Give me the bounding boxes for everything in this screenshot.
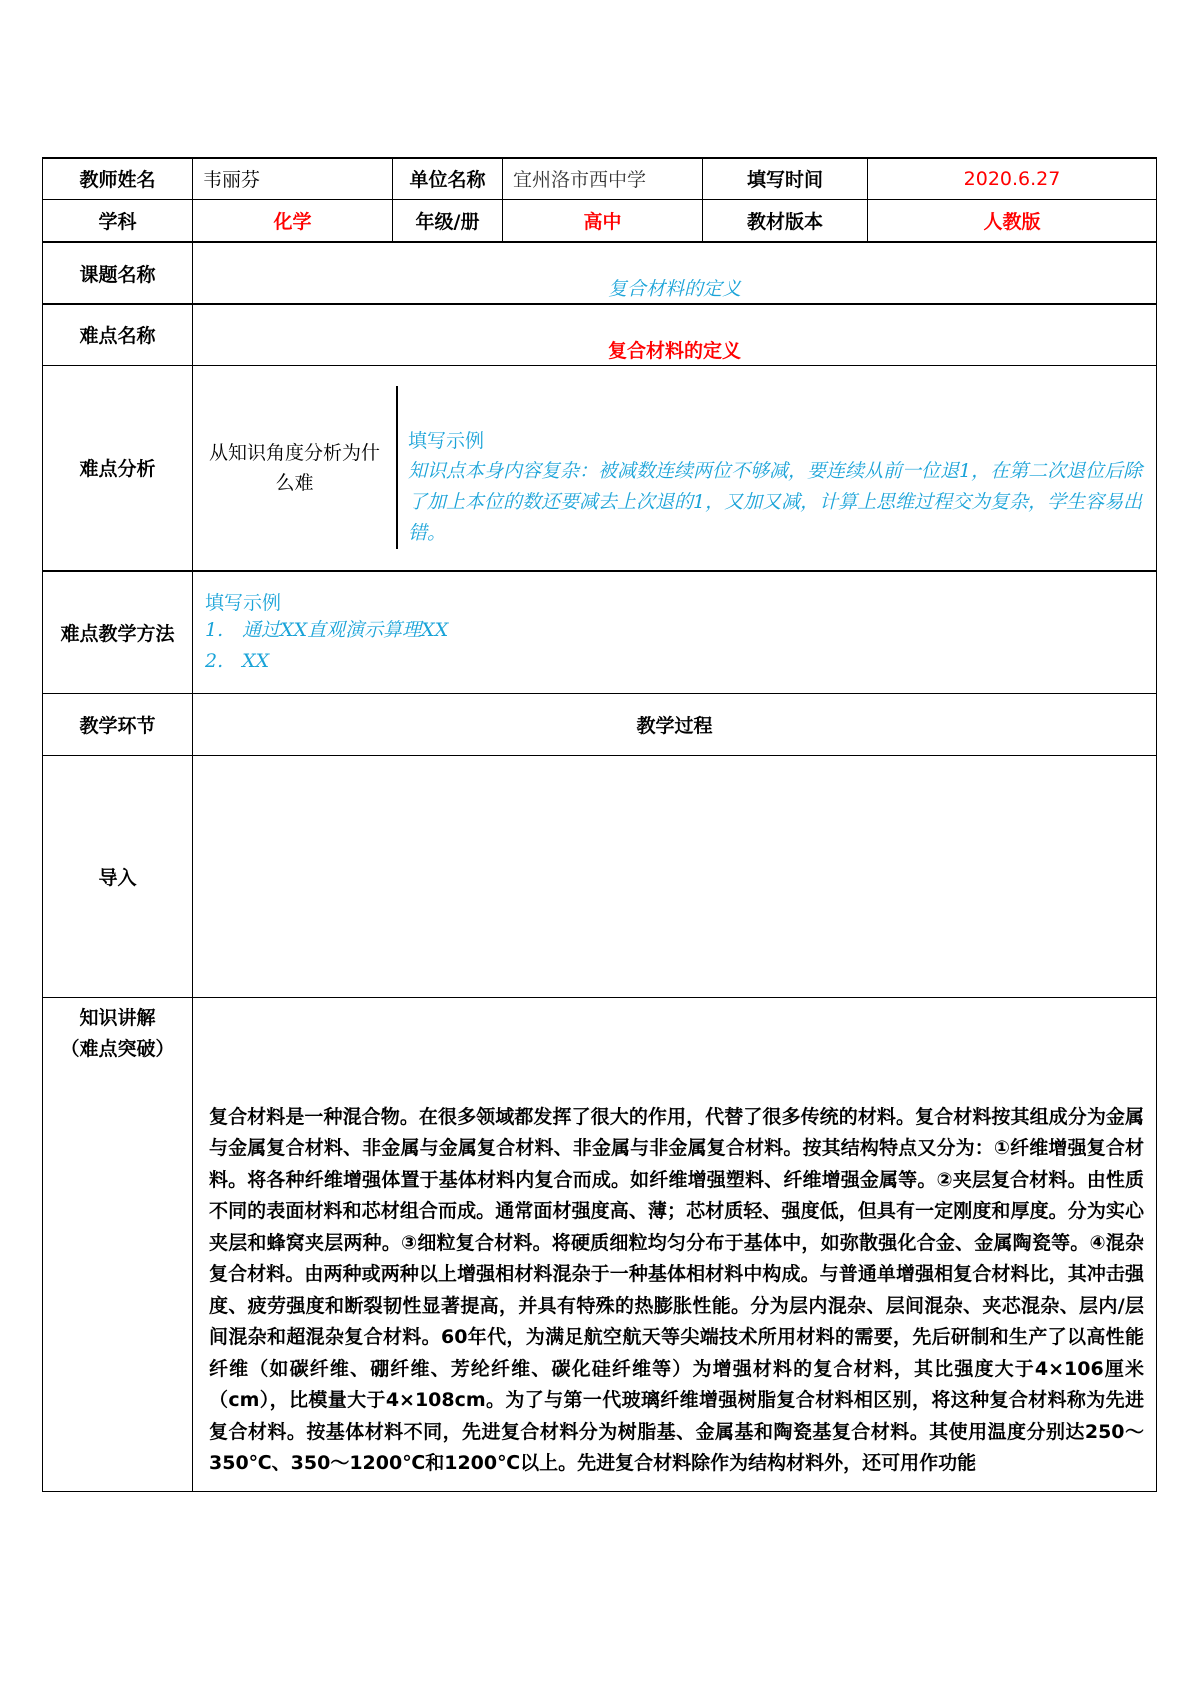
knowledge-label <box>43 997 193 1491</box>
teacher-label: 教师姓名 <box>43 158 193 199</box>
edition-label: 教材版本 <box>703 199 868 242</box>
lesson-plan-table <box>42 157 1157 1492</box>
header-row-1 <box>43 158 1157 199</box>
difficulty-label: 难点名称 <box>43 304 193 365</box>
method-cell <box>193 571 1157 693</box>
lesson-plan-form <box>42 157 1156 1492</box>
analysis-inner <box>193 386 1156 549</box>
analysis-label: 难点分析 <box>43 365 193 571</box>
method-label: 难点教学方法 <box>43 571 193 693</box>
unit-name: 宜州洛市西中学 <box>503 158 703 199</box>
unit-label: 单位名称 <box>393 158 503 199</box>
knowledge-label-line1: 知识讲解 <box>79 1006 156 1029</box>
edition-value: 人教版 <box>868 199 1157 242</box>
method-item-1: 1. 通过XX直观演示算理XX <box>205 619 449 641</box>
difficulty-row <box>43 304 1157 365</box>
intro-content <box>193 755 1157 997</box>
process-label: 教学环节 <box>43 693 193 755</box>
date-label: 填写时间 <box>703 158 868 199</box>
intro-row <box>43 755 1157 997</box>
header-row-2 <box>43 199 1157 242</box>
analysis-row <box>43 365 1157 571</box>
analysis-example <box>397 386 1156 549</box>
subject-label: 学科 <box>43 199 193 242</box>
process-header-row <box>43 693 1157 755</box>
analysis-sub-label: 从知识角度分析为什么难 <box>193 386 397 549</box>
subject-value: 化学 <box>193 199 393 242</box>
method-example-title: 填写示例 <box>205 592 282 614</box>
teacher-name: 韦丽芬 <box>193 158 393 199</box>
analysis-example-title: 填写示例 <box>408 430 485 453</box>
knowledge-row <box>43 997 1157 1491</box>
method-row <box>43 571 1157 693</box>
topic-row <box>43 242 1157 304</box>
knowledge-label-line2: （难点突破） <box>60 1037 175 1060</box>
grade-label: 年级/册 <box>393 199 503 242</box>
topic-value: 复合材料的定义 <box>193 242 1157 304</box>
process-value: 教学过程 <box>193 693 1157 755</box>
knowledge-text: 复合材料是一种混合物。在很多领域都发挥了很大的作用，代替了很多传统的材料。复合材料按其组成分为金属与金属复合材料、非金属与金属复合材料、非金属与非金属复合材料。按其结构特点又分为：①纤维增强复合材料。将各种纤维增强体置于基体材料内复合而成。如纤维增强塑料、纤维增强金属等。②夹层复合材料。由性质不同的表面材料和芯材组合而成。通常面材强度高、薄；芯材质轻、强度低，但具有一定刚度和厚度。分为实心夹层和蜂窝夹层两种。③细粒复合材料。将硬质细粒均匀分布于基体中，如弥散强化合金、金属陶瓷等。④混杂复合材料。由两种或两种以上增强相材料混杂于一种基体相材料中构成。与普通单增强相复合材料比，其冲击强度、疲劳强度和断裂韧性显著提高，并具有特殊的热膨胀性能。分为层内混杂、层间混杂、夹芯混杂、层内/层间混杂和超混杂复合材料。60年代，为满足航空航天等尖端技术所用材料的需要，先后研制和生产了以高性能纤维（如碳纤维、硼纤维、芳纶纤维、碳化硅纤维等）为增强材料的复合材料，其比强度大于4×106厘米（cm），比模量大于4×108cm。为了与第一代玻璃纤维增强树脂复合材料相区别，将这种复合材料称为先进复合材料。按基体材料不同，先进复合材料分为树脂基、金属基和陶瓷基复合材料。其使用温度分别达250～350℃、350～1200℃和1200℃以上。先进复合材料除作为结构材料外，还可用作功能 <box>209 1105 1144 1474</box>
topic-label: 课题名称 <box>43 242 193 304</box>
date-value: 2020.6.27 <box>868 158 1157 199</box>
intro-label: 导入 <box>43 755 193 997</box>
grade-value: 高中 <box>503 199 703 242</box>
difficulty-value: 复合材料的定义 <box>193 304 1157 365</box>
analysis-cell <box>193 365 1157 571</box>
analysis-example-text: 知识点本身内容复杂：被减数连续两位不够减，要连续从前一位退1，在第二次退位后除了加上本位的数还要减去上次退的1，又加又减，计算上思维过程交为复杂，学生容易出错。 <box>408 460 1143 545</box>
knowledge-content <box>193 997 1157 1491</box>
method-item-2: 2. XX <box>205 650 270 672</box>
